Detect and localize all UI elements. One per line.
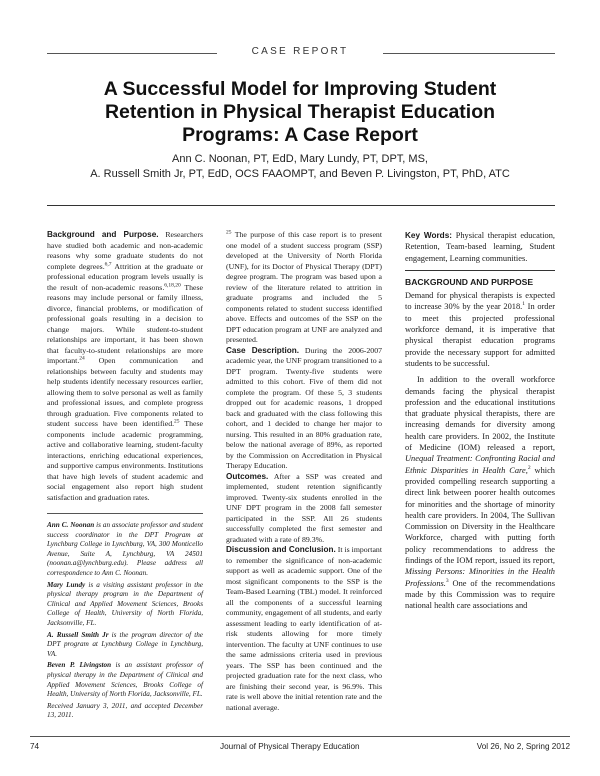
section-kicker: CASE REPORT: [251, 46, 349, 57]
author-list: [60, 152, 540, 182]
abstract-discussion: Discussion and Conclusion. It is important to remember the significance of non-academic support as well as academic support. One of the most significant components to the SSP is the Team-Based Learning (TBL) model. It reinforced all the components of a successful learning community, engagement of all students, and early assessment leading to early identification of at-risk students allowing for more timely intervention. The faculty at UNF continues to use the same admissions criteria used in previous years. The SSP has been continued and the projected graduation rate for the next class, who are finishing their second year, is 96.9%. This rate is well above the initial retention rate and the national average.: [226, 545, 382, 712]
abstract-background: Background and Purpose. Researchers have studied both academic and non-academic reasons why some graduate students do not complete degrees.$^{6,7}$ Attrition at the graduate or professional education program levels usually is the result of non-academic reasons.$^{6,18,20}$ These reasons may include personal or family illness, divorce, financial problems, or modification of professional goals resulting in a decision to change majors. While student-to-student relationships are important, it has been shown that faculty-to-student relationships are more important.$^{24}$ Open communication and relationships between faculty and students may help students identify necessary resources earlier, allowing them to solve personal as well as family and professional issues, and complete progress through graduation. Five components related to student success have been identified.$^{25}$ These components include academic programming, active and collaborative learning, student-faculty interactions, enriching educational experiences, and supportive campus environments. Institutions that have high levels of student academic and social engagement also report high student satisfaction and graduation rates.: [47, 230, 203, 502]
discussion-heading: Discussion and Conclusion.: [226, 545, 336, 554]
abstract-column-1: [47, 230, 203, 503]
author-note: Beven P. Livingston is an assistant professor of physical therapy in the Department of Clinical and Applied Movement Sciences, Brooks College of Health, University of North Florida, Jacksonville, FL.: [47, 661, 204, 699]
keywords-heading: Key Words:: [405, 231, 452, 240]
abstract-column-2: [226, 230, 382, 713]
body-paragraph-1: Demand for physical therapists is expected to increase 30% by the year 2018.$^1$ In order to meet this projected professional workforce demand, it is imperative that physical therapist education programs provide the necessary support for admitted students to be successful.: [405, 291, 555, 368]
abstract-end-rule: [405, 270, 555, 271]
authors-line-1: Ann C. Noonan, PT, EdD, Mary Lundy, PT, DPT, MS,: [172, 153, 428, 165]
journal-name: Journal of Physical Therapy Education: [220, 742, 360, 751]
body-paragraph-2: In addition to the overall workforce demands facing the physical therapist profession and the educational institutions that graduate physical therapists, there are increasing demands for diversity among health care providers. In 2002, the Institute of Medicine (IOM) released a report, Unequal Treatment: Confronting Racial and Ethnic Disparities in Health Care,$^2$ which provided compelling research supporting a direct link between poorer health outcomes for minorities and the shortage of minority health care providers. In 2004, The Sullivan Commission on Diversity in the Healthcare Workforce, charged with putting forth policy recommendations to address the findings of the IOM report, issued its report, Missing Persons: Minorities in the Health Professions.$^3$ One of the recommendations made by this Commission was to require national health care associations and: [405, 375, 555, 611]
received-date: Received January 3, 2011, and accepted December 13, 2011.: [47, 701, 203, 720]
abstract-outcomes: Outcomes. After a SSP was created and implemented, student retention significantly improved. Twenty-six students enrolled in the UNF DPT program in the 2008 fall semester participated in the SSP. All 26 students successfully completed the first semester and graduated with a rate of 89.3%.: [226, 471, 382, 544]
page-number: 74: [30, 742, 40, 751]
footer-rule: [30, 736, 570, 737]
author-notes: [47, 521, 203, 723]
case-heading: Case Description.: [226, 345, 300, 355]
outcomes-heading: Outcomes.: [226, 471, 269, 481]
authors-line-2: A. Russell Smith Jr, PT, EdD, OCS FAAOMPT, and Beven P. Livingston, PT, PhD, ATC: [90, 168, 510, 180]
author-note: A. Russell Smith Jr is the program director of the DPT program at Lynchburg College in Lynchburg, VA.: [47, 630, 203, 658]
abstract-keywords: Key Words: Physical therapist education, Retention, Team-based learning, Student engagement, Learning communities.: [405, 231, 555, 263]
abstract-case: Case Description. During the 2006-2007 academic year, the UNF program transitioned to a DPT program. Twenty-five students were admitted to this cohort. Five of them did not complete the program. Of these 5, 3 students dropped out for academic reasons, 1 dropped back and graduated with the class following this cohort, and 1 decided to change her major to nursing. This resulted in an 80% graduation rate, below the national average of 89%, as reported by the Commission on Accreditation in Physical Therapy Education.: [226, 345, 383, 470]
background-heading: Background and Purpose.: [47, 230, 159, 239]
issue-info: Vol 26, No 2, Spring 2012: [476, 742, 570, 751]
author-notes-rule: [47, 513, 203, 514]
section-heading: BACKGROUND AND PURPOSE: [405, 276, 534, 287]
author-note: Ann C. Noonan is an associate professor and student success coordinator in the DPT Program at Lynchburg College in Lynchburg, VA, 300 Monticello Avenue, Suite A, Lynchburg, VA 24501 (noonan.a@lynchburg.edu). Please address all correspondence to Ann C. Noonan.: [47, 521, 203, 577]
title-divider: [47, 205, 555, 206]
article-title: A Successful Model for Improving Student Retention in Physical Therapist Education Programs: A Case Report: [103, 78, 497, 146]
author-note: Mary Lundy is a visiting assistant professor in the physical therapy program in the Department of Clinical and Applied Movement Sciences, Brooks College of Health, University of North Florida, Jacksonville, FL.: [47, 580, 203, 627]
body-column-3: [405, 230, 555, 612]
abstract-background-cont: $^{25}$ The purpose of this case report is to present one model of a student success program (SSP) developed at the University of North Florida (UNF), for its Doctor of Physical Therapy (DPT) degree program. The program was based upon a review of the literature related to attrition in graduate programs and included the 5 components related to student success identified above. Effects and outcomes of the SSP on the DPT education program at UNF are analyzed and presented.: [226, 229, 382, 344]
